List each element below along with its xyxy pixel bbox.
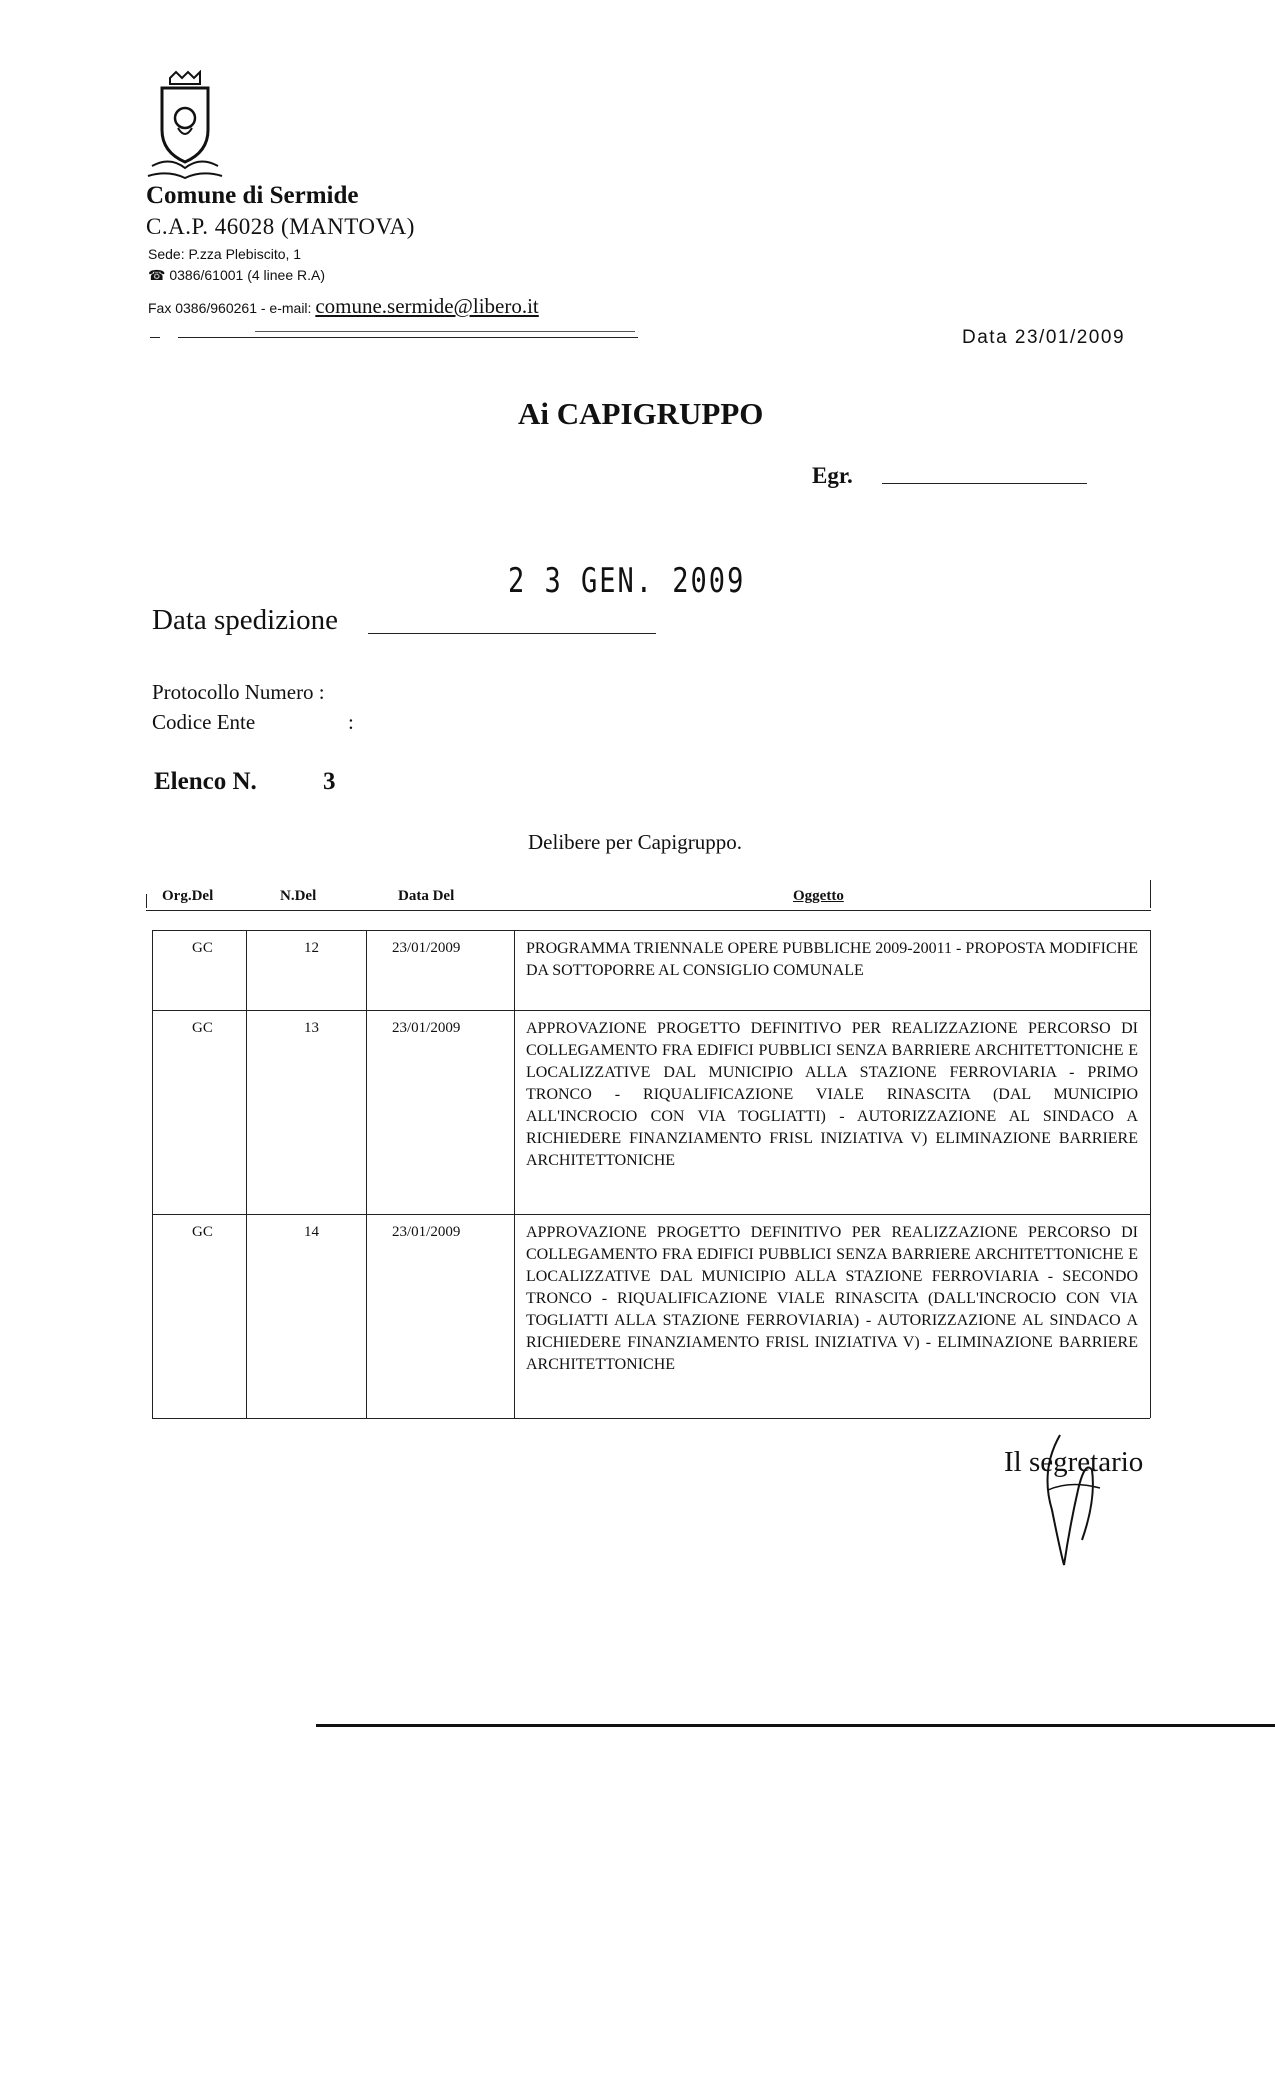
municipal-crest-logo [140, 70, 230, 185]
header-divider [150, 337, 160, 338]
phone-line [148, 267, 325, 284]
row-org: GC [192, 940, 213, 956]
column-header-oggetto: Oggetto [793, 888, 844, 904]
email-link[interactable]: comune.sermide@libero.it [315, 294, 539, 318]
codice-ente-row [152, 710, 372, 735]
row-date: 23/01/2009 [392, 1020, 461, 1036]
column-header-org: Org.Del [162, 888, 214, 904]
list-subtitle: Delibere per Capigruppo. [528, 830, 743, 854]
bottom-divider [316, 1724, 1275, 1727]
shipping-date-label: Data spedizione [152, 604, 339, 636]
column-header-date: Data Del [398, 888, 455, 904]
table-header [146, 880, 1151, 911]
egr-blank-line [882, 483, 1087, 484]
row-org: GC [192, 1020, 213, 1036]
row-oggetto: APPROVAZIONE PROGETTO DEFINITIVO PER REALIZZAZIONE PERCORSO DI COLLEGAMENTO FRA EDIFICI PUBBLICI SENZA BARRIERE ARCHITETTONICHE E LOCALIZZATIVE DAL MUNICIPIO ALLA STAZIONE FERROVIARIA - SECONDO TRONCO - RIQUALIFICAZIONE VIALE RINASCITA (DALL'INCROCIO CON VIA TOGLIATTI ALLA STAZIONE FERROVIARIA) - AUTORIZZAZIONE AL SINDACO A RICHIEDERE FINANZIAMENTO FRISL INIZIATIVA V) - ELIMINAZIONE BARRIERE ARCHITETTONICHE [526, 1224, 1138, 1373]
row-num: 14 [304, 1224, 319, 1240]
fax-label: Fax 0386/960261 - e-mail: [148, 300, 312, 316]
addressee-title: Ai CAPIGRUPPO [518, 396, 764, 431]
egr-label: Egr. [812, 463, 853, 488]
header-divider [255, 331, 635, 332]
phone-number: 0386/61001 (4 linee R.A) [169, 267, 326, 283]
header-divider [178, 337, 638, 338]
row-num: 12 [304, 940, 319, 956]
row-oggetto: APPROVAZIONE PROGETTO DEFINITIVO PER REALIZZAZIONE PERCORSO DI COLLEGAMENTO FRA EDIFICI PUBBLICI SENZA BARRIERE ARCHITETTONICHE E LOCALIZZATIVE DAL MUNICIPIO ALLA STAZIONE FERROVIARIA - PRIMO TRONCO - RIQUALIFICAZIONE VIALE RINASCITA (DAL MUNICIPIO ALL'INCROCIO CON VIA TOGLIATTI) - AUTORIZZAZIONE AL SINDACO A RICHIEDERE FINANZIAMENTO FRISL INIZIATIVA V) ELIMINAZIONE BARRIERE ARCHITETTONICHE [526, 1020, 1138, 1169]
row-date: 23/01/2009 [392, 940, 461, 956]
codice-ente-label: Codice Ente [152, 710, 256, 734]
shipping-date-blank-line [368, 633, 656, 634]
org-name: Comune di Sermide [146, 182, 359, 209]
column-header-num: N.Del [280, 888, 317, 904]
codice-ente-colon: : [348, 710, 354, 734]
fax-line [148, 294, 539, 319]
signature-label: Il segretario [1004, 1446, 1144, 1478]
row-num: 13 [304, 1020, 319, 1036]
address-line: Sede: P.zza Plebiscito, 1 [148, 246, 302, 262]
list-number: 3 [323, 768, 336, 795]
row-org: GC [192, 1224, 213, 1240]
protocol-number-label: Protocollo Numero : [152, 680, 325, 704]
deliberations-table [152, 930, 1152, 1418]
handwritten-signature [1030, 1430, 1120, 1570]
phone-icon: ☎ [148, 267, 166, 283]
date-stamp: 2 3 GEN. 2009 [508, 562, 746, 601]
cap-line: C.A.P. 46028 (MANTOVA) [146, 214, 415, 239]
document-date: Data 23/01/2009 [962, 327, 1126, 348]
row-oggetto: PROGRAMMA TRIENNALE OPERE PUBBLICHE 2009-20011 - PROPOSTA MODIFICHE DA SOTTOPORRE AL CONSIGLIO COMUNALE [526, 940, 1138, 979]
row-date: 23/01/2009 [392, 1224, 461, 1240]
list-label: Elenco N. [154, 768, 257, 795]
